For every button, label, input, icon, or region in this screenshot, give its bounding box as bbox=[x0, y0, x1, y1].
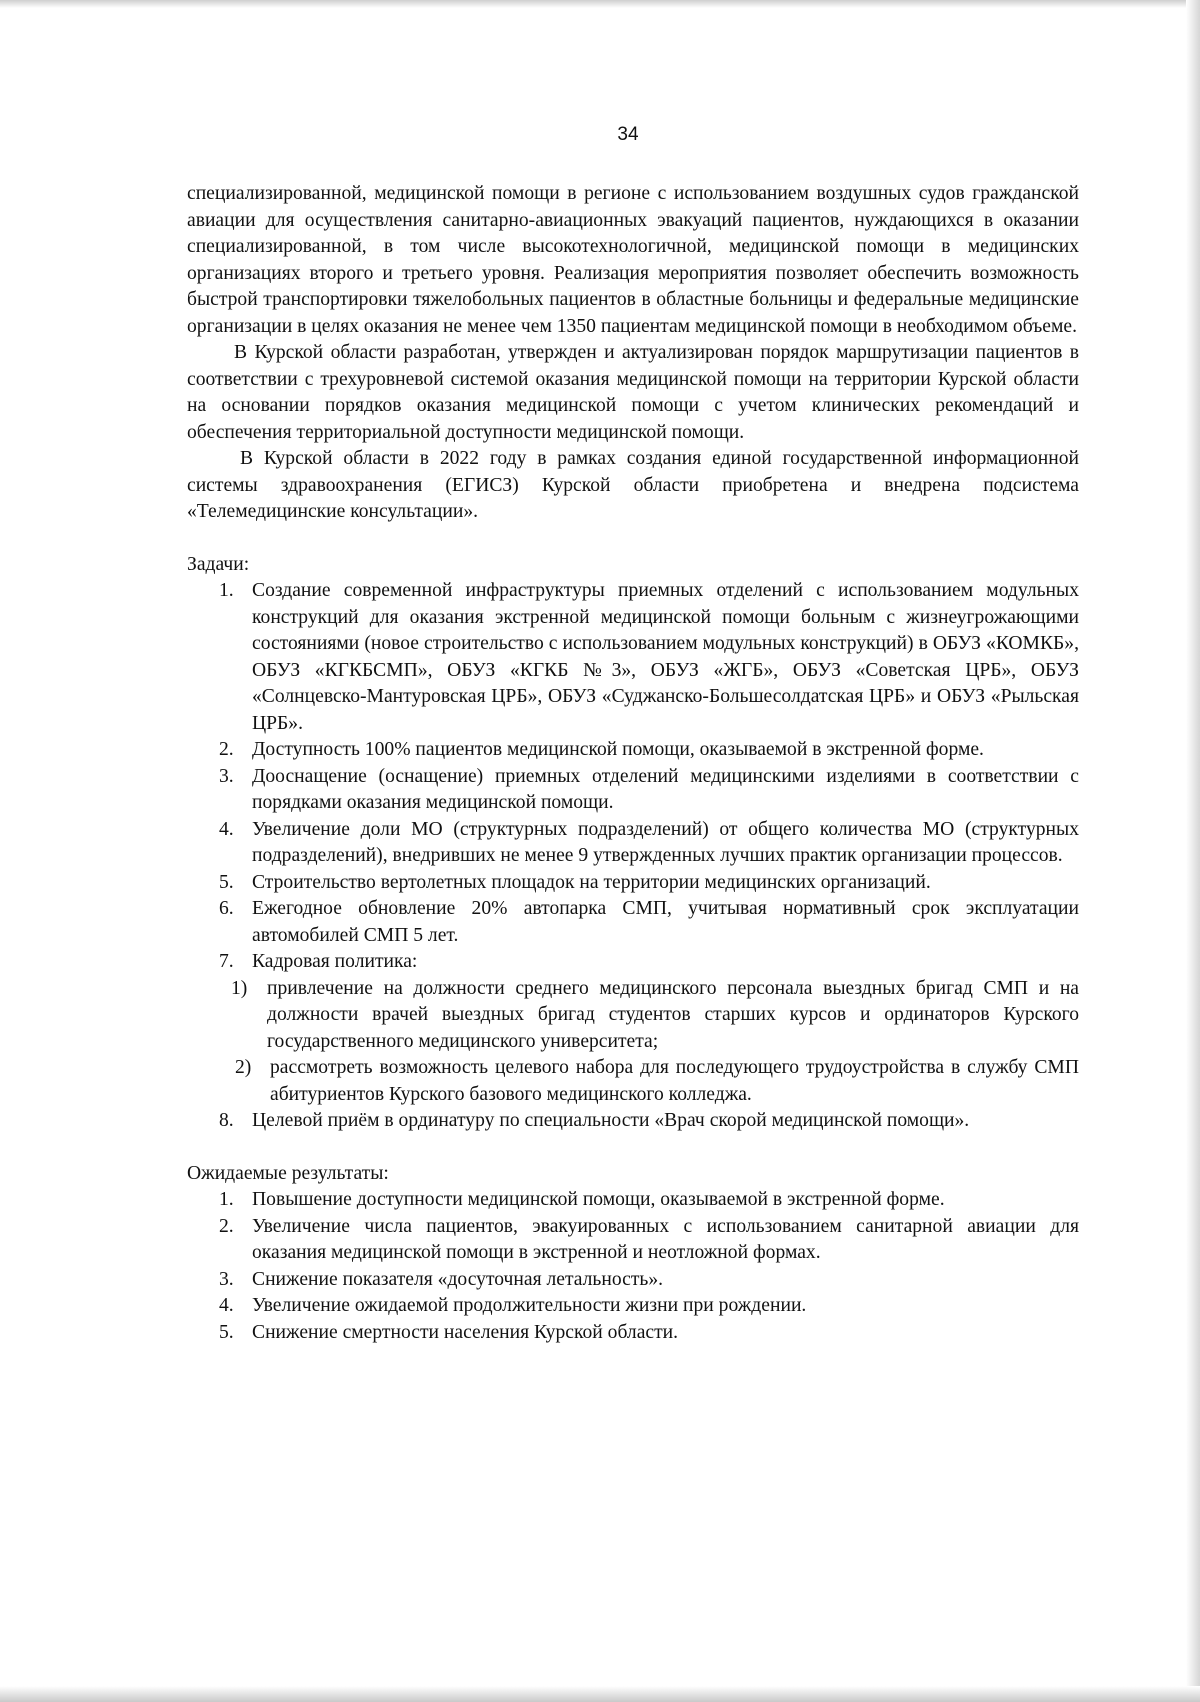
task-number: 8. bbox=[219, 1110, 234, 1131]
task-text: Увеличение доли МО (структурных подразделений) от общего количества МО (структурных подразделений), внедривших не менее 9 утвержденных лучших практик организации процессов. bbox=[252, 818, 1079, 866]
task-text: Доступность 100% пациентов медицинской помощи, оказываемой в экстренной форме. bbox=[252, 739, 984, 760]
result-item-2 bbox=[187, 1214, 1079, 1267]
result-text: Снижение смертности населения Курской области. bbox=[252, 1321, 679, 1343]
task-item-8 bbox=[187, 1108, 1079, 1135]
task-number: 1. bbox=[219, 580, 234, 601]
subtask-number: 2) bbox=[235, 1057, 252, 1078]
subtask-text: привлечение на должности среднего медицинского персонала выездных бригад СМП и на должности врачей выездных бригад студентов старших курсов и ординаторов Курского государственного медицинского университета; bbox=[267, 977, 1079, 1052]
result-text: Увеличение числа пациентов, эвакуированных с использованием санитарной авиации для оказания медицинской помощи в экстренной и неотложной формах. bbox=[252, 1215, 1079, 1263]
tasks-list-continued bbox=[187, 1108, 1079, 1135]
task-item-2 bbox=[187, 737, 1079, 764]
paragraph-continuation: специализированной, медицинской помощи в регионе с использованием воздушных судов гражданской авиации для осуществления санитарно-авиационных эвакуаций пациентов, нуждающихся в оказании специализированной, в том числе высокотехнологичной, медицинской помощи в медицинских организациях второго и третьего уровня. Реализация мероприятия позволяет обеспечить возможность быстрой транспортировки тяжелобольных пациентов в областные больницы и федеральные медицинские организации в целях оказания не менее чем 1350 пациентам медицинской помощи в необходимом объеме. bbox=[187, 183, 1079, 337]
subtask-item-1 bbox=[187, 976, 1079, 1056]
scan-edge-bottom bbox=[0, 1686, 1200, 1702]
task-number: 6. bbox=[219, 898, 234, 919]
subtask-number: 1) bbox=[231, 977, 248, 999]
tasks-heading: Задачи: bbox=[187, 553, 250, 575]
result-item-5 bbox=[187, 1320, 1079, 1347]
subtask-item-2 bbox=[187, 1055, 1079, 1108]
result-number: 5. bbox=[219, 1321, 234, 1343]
results-heading: Ожидаемые результаты: bbox=[187, 1162, 389, 1184]
result-item-1 bbox=[187, 1187, 1079, 1214]
scan-edge-top bbox=[0, 0, 1200, 8]
task-item-5 bbox=[187, 870, 1079, 897]
task-text: Целевой приём в ординатуру по специальности «Врач скорой медицинской помощи». bbox=[252, 1110, 970, 1131]
result-number: 2. bbox=[219, 1215, 234, 1237]
task-text: Дооснащение (оснащение) приемных отделений медицинскими изделиями в соответствии с порядками оказания медицинской помощи. bbox=[252, 765, 1079, 813]
task-text: Создание современной инфраструктуры приемных отделений с использованием модульных конструкций для оказания экстренной медицинской помощи больным с жизнеугрожающими состояниями (новое строительство с использованием модульных конструкций) в ОБУЗ «КОМКБ», ОБУЗ «КГКБСМП», ОБУЗ «КГКБ №3», ОБУЗ «ЖГБ», ОБУЗ «Советская ЦРБ», ОБУЗ «Солнцевско-Мантуровская ЦРБ», ОБУЗ «Суджанско-Большесолдатская ЦРБ» и ОБУЗ «Рыльская ЦРБ». bbox=[252, 580, 1079, 734]
task-item-1 bbox=[187, 578, 1079, 737]
task-item-7 bbox=[187, 949, 1079, 976]
result-number: 1. bbox=[219, 1189, 234, 1210]
task-item-6 bbox=[187, 896, 1079, 949]
result-text: Снижение показателя «досуточная летальность». bbox=[252, 1268, 664, 1290]
task-number: 7. bbox=[219, 951, 234, 972]
result-item-3 bbox=[187, 1267, 1079, 1294]
task-number: 5. bbox=[219, 871, 234, 893]
task-text: Ежегодное обновление 20% автопарка СМП, учитывая нормативный срок эксплуатации автомобилей СМП 5 лет. bbox=[252, 898, 1079, 946]
task-number: 4. bbox=[219, 818, 234, 840]
scan-edge-right bbox=[1186, 0, 1200, 1702]
paragraph-egisz: В Курской области в 2022 году в рамках создания единой государственной информационной системы здравоохранения (ЕГИСЗ) Курской области приобретена и внедрена подсистема «Телемедицинские консультации». bbox=[187, 448, 1079, 522]
result-text: Повышение доступности медицинской помощи, оказываемой в экстренной форме. bbox=[252, 1189, 945, 1210]
result-text: Увеличение ожидаемой продолжительности жизни при рождении. bbox=[252, 1295, 807, 1316]
task-number: 2. bbox=[219, 739, 234, 760]
task-text: Строительство вертолетных площадок на территории медицинских организаций. bbox=[252, 871, 931, 893]
subtask-text: рассмотреть возможность целевого набора для последующего трудоустройства в службу СМП абитуриентов Курского базового медицинского колледжа. bbox=[270, 1057, 1079, 1105]
staffing-sublist bbox=[187, 976, 1079, 1109]
result-number: 3. bbox=[219, 1268, 234, 1290]
tasks-list bbox=[187, 578, 1079, 976]
results-list bbox=[187, 1187, 1079, 1346]
task-text: Кадровая политика: bbox=[252, 951, 418, 972]
task-item-3 bbox=[187, 764, 1079, 817]
result-item-4 bbox=[187, 1293, 1079, 1320]
task-item-4 bbox=[187, 817, 1079, 870]
result-number: 4. bbox=[219, 1295, 234, 1316]
document-body bbox=[187, 181, 1079, 1346]
task-number: 3. bbox=[219, 765, 234, 787]
page-number: 34 bbox=[617, 124, 639, 145]
paragraph-routing: В Курской области разработан, утвержден и актуализирован порядок маршрутизации пациентов в соответствии с трехуровневой системой оказания медицинской помощи на территории Курской области на основании порядков оказания медицинской помощи с учетом клинических рекомендаций и обеспечения территориальной доступности медицинской помощи. bbox=[187, 342, 1079, 443]
